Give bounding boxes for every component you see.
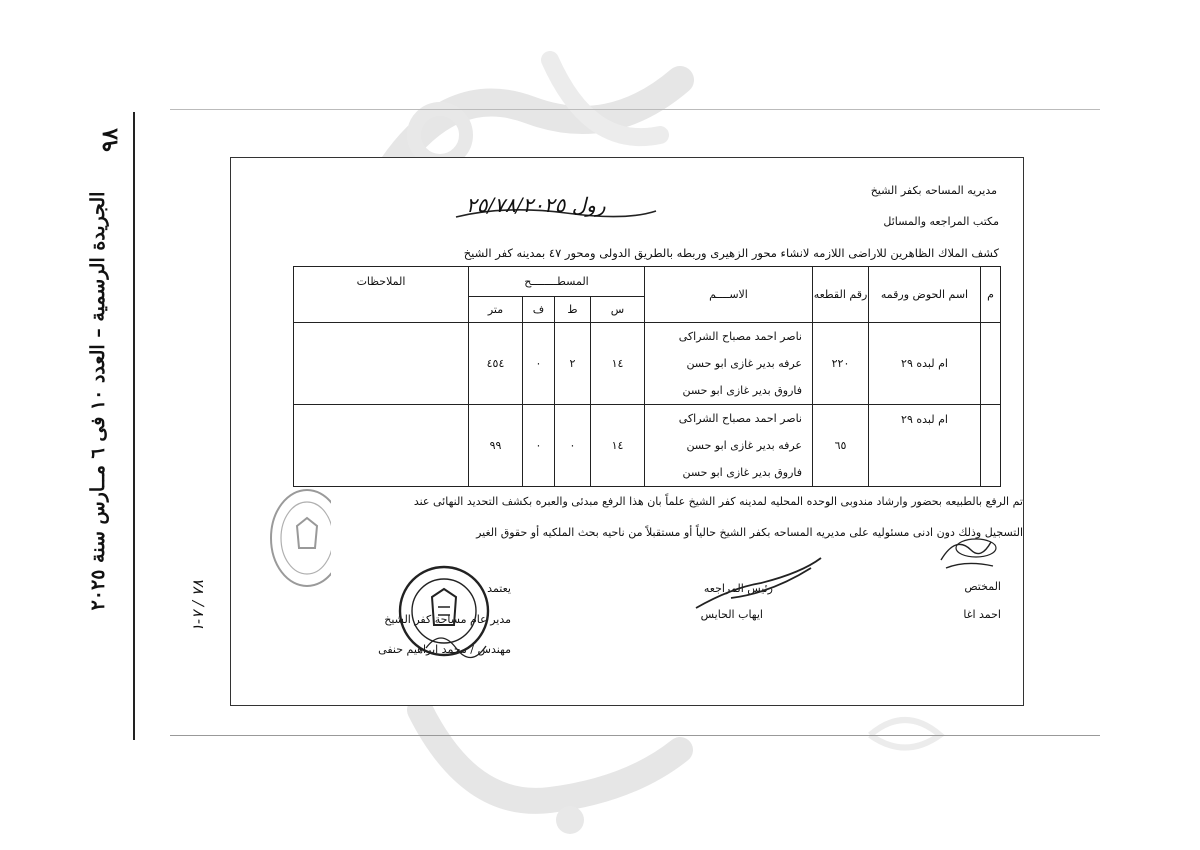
signature-review-head-icon <box>691 553 831 613</box>
area-meter-cell: ٩٩ <box>469 405 523 487</box>
official-seal-left-icon <box>267 488 331 590</box>
header-notes: الملاحظات <box>294 267 469 323</box>
header-unit-s: س <box>591 297 645 323</box>
owner-name: فاروق بدير غازى ابو حسن <box>682 384 802 397</box>
signatory-name-specialist: احمد اغا <box>963 608 1001 621</box>
margin-fraction: ٧٨ / ٧-١ <box>189 580 207 632</box>
header-unit-m: متر <box>469 297 523 323</box>
top-rule <box>170 109 1100 110</box>
header-unit-f: ف <box>523 297 555 323</box>
owner-name: ناصر احمد مصباح الشراكى <box>678 330 802 343</box>
header-area: المسطــــــــح <box>469 267 645 297</box>
bottom-rule <box>170 735 1100 736</box>
table-row <box>294 323 1001 405</box>
owner-name: عرفه بدير غازى ابو حسن <box>686 357 802 370</box>
approval-label: يعتمد <box>487 582 511 595</box>
area-s-cell: ١٤ <box>591 405 645 487</box>
owner-name: فاروق بدير غازى ابو حسن <box>682 466 802 479</box>
header-m: م <box>981 267 1001 323</box>
org-line-1: مديريه المساحه بكفر الشيخ <box>870 184 997 197</box>
notes-cell <box>294 405 469 487</box>
owner-name: عرفه بدير غازى ابو حسن <box>686 439 802 452</box>
gazette-issue-line: الجريدة الرسمية – العدد ١٠ فى ٦ مــارس سنة ٢٠٢٥ <box>87 191 109 611</box>
area-meter-cell: ٤٥٤ <box>469 323 523 405</box>
org-line-2: مكتب المراجعه والمسائل <box>883 215 999 228</box>
signature-director-icon <box>421 628 491 668</box>
header-name: الاســــم <box>645 267 813 323</box>
signatory-role-review-head: رئيس المراجعه <box>703 582 773 595</box>
header-plot: رقم القطعه <box>813 267 869 323</box>
plot-cell: ٦٥ <box>813 405 869 487</box>
signatory-name-director: مهندس / محمد ابراهيم حنفى <box>378 643 511 656</box>
owner-name: ناصر احمد مصباح الشراكى <box>678 412 802 425</box>
notes-cell <box>294 323 469 405</box>
area-f-cell: ٠ <box>523 323 555 405</box>
scanned-document <box>230 157 1024 706</box>
header-unit-t: ط <box>555 297 591 323</box>
names-cell <box>645 323 813 405</box>
owners-table <box>293 266 1001 487</box>
signature-specialist-icon <box>931 530 1001 580</box>
handwritten-reference <box>446 183 666 229</box>
signatory-role-director: مدير عام مساحة كفر الشيخ <box>384 613 511 626</box>
note-paragraph-2: التسجيل وذلك دون ادنى مسئوليه على مديريه المساحه بكفر الشيخ حالياً أو مستقبلاً من ناحيه بحث الملكيه أو حقوق الغير <box>476 526 1023 539</box>
area-t-cell: ٠ <box>555 405 591 487</box>
page-number: ٩٨ <box>97 128 123 152</box>
handwritten-reference-text: رول ٢٥/٧٨/٢٠٢٥ <box>466 193 606 217</box>
document-title: كشف الملاك الظاهرين للاراضى اللازمه لانشاء محور الزهيرى وربطه بالطريق الدولى ومحور ٤٧ بمدينه كفر الشيخ <box>463 246 999 260</box>
note-paragraph-1: تم الرفع بالطبيعه بحضور وارشاد مندوبى الوحده المحليه لمدينه كفر الشيخ علماً بان هذا الرفع مبدئى والعبره بكشف التحديد النهائى عند <box>413 495 1023 508</box>
margin-rule <box>133 112 135 740</box>
header-basin: اسم الحوض ورقمه <box>869 267 981 323</box>
plot-cell: ٢٢٠ <box>813 323 869 405</box>
area-s-cell: ١٤ <box>591 323 645 405</box>
basin-cell: ام لبده ٢٩ <box>869 405 981 487</box>
basin-cell: ام لبده ٢٩ <box>869 323 981 405</box>
area-t-cell: ٢ <box>555 323 591 405</box>
row-index <box>981 323 1001 405</box>
names-cell <box>645 405 813 487</box>
area-f-cell: ٠ <box>523 405 555 487</box>
watermark-bottom <box>380 690 710 840</box>
signatory-name-review-head: ايهاب الحايس <box>700 608 763 621</box>
row-index <box>981 405 1001 487</box>
signatory-role-specialist: المختص <box>964 580 1001 593</box>
table-row <box>294 405 1001 487</box>
